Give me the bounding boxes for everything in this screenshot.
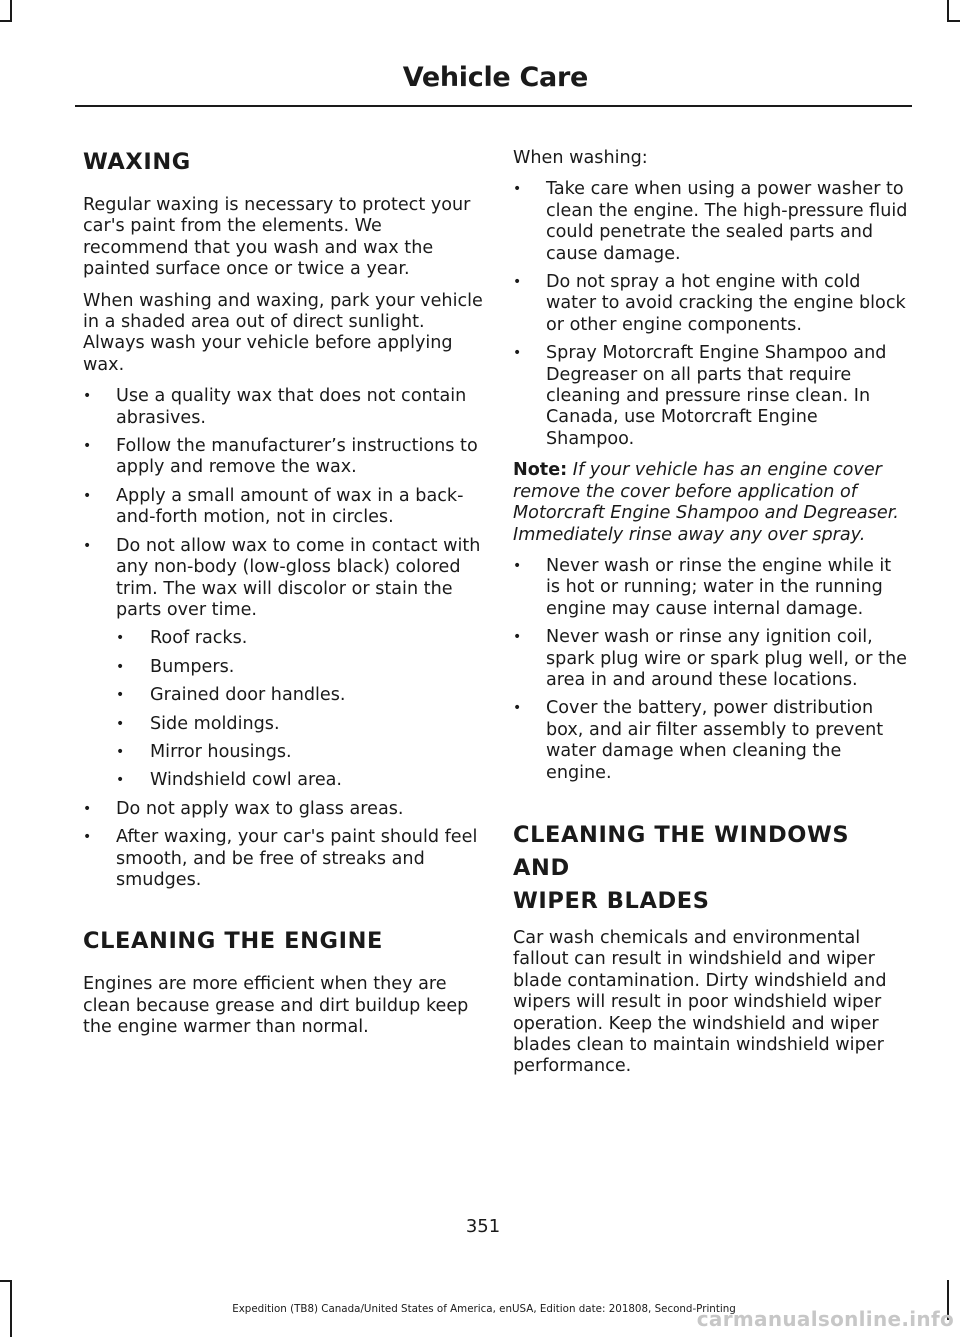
cleaning-windows-heading-line-2: WIPER BLADES: [513, 887, 710, 914]
list-item-text: Apply a small amount of wax in a back-and-forth motion, not in circles.: [116, 485, 464, 528]
edition-footer: Expedition (TB8) Canada/United States of America, enUSA, Edition date: 201808, Second-Printing: [232, 1303, 736, 1315]
cleaning-engine-heading: CLEANING THE ENGINE: [83, 928, 383, 955]
list-item-text: Do not apply wax to glass areas.: [116, 798, 404, 819]
list-item: • Never wash or rinse the engine while it is hot or running; water in the running engine may cause internal damage.: [513, 556, 909, 620]
list-item: • Do not spray a hot engine with cold water to avoid cracking the engine block or other engine components.: [513, 272, 909, 336]
list-item-text: After waxing, your car's paint should feel smooth, and be free of streaks and smudges.: [116, 827, 478, 890]
list-item: • Take care when using a power washer to clean the engine. The high-pressure fluid could penetrate the sealed parts and cause damage.: [513, 179, 909, 265]
sub-list-item: • Roof racks.: [116, 628, 483, 649]
waxing-heading: WAXING: [83, 149, 191, 175]
sub-list-item: • Grained door handles.: [116, 685, 483, 706]
left-column: [83, 147, 483, 1049]
cleaning-engine-paragraph: Engines are more efficient when they are clean because grease and dirt buildup keep the engine warmer than normal.: [83, 974, 469, 1038]
crop-mark-top-right-v: [947, 0, 949, 22]
cleaning-windows-paragraph: Car wash chemicals and environmental fallout can result in windshield and wiper blade contamination. Dirty windshield and wipers will result in poor windshield wiper operation. Keep the windshield and wiper blades clean to maintain windshield wiper performance.: [513, 927, 887, 1077]
header-divider: [75, 105, 912, 107]
list-item-text: Do not allow wax to come in contact with any non-body (low-gloss black) colored trim. The wax will discolor or stain the parts over time.: [116, 535, 481, 620]
list-item: • Never wash or rinse any ignition coil, spark plug wire or spark plug well, or the area in and around these locations.: [513, 627, 909, 691]
sub-list-item: • Mirror housings.: [116, 742, 483, 763]
sub-list-item: • Side moldings.: [116, 714, 483, 735]
list-item-text: Follow the manufacturer’s instructions to apply and remove the wax.: [116, 436, 478, 478]
note-label: Note:: [513, 460, 568, 481]
watermark: carmanualsonline.info: [696, 1307, 954, 1331]
list-item: • Cover the battery, power distribution box, and air filter assembly to prevent water damage when cleaning the engine.: [513, 698, 909, 784]
list-item: [83, 536, 483, 792]
sub-list-item: • Windshield cowl area.: [116, 770, 483, 791]
list-item: [83, 799, 483, 820]
waxing-bullet-list: [83, 386, 483, 891]
list-item: [83, 486, 483, 529]
waxing-paragraph-2: When washing and waxing, park your vehicle in a shaded area out of direct sunlight. Always wash your vehicle before applying wax.: [83, 290, 483, 375]
sub-list-item: • Bumpers.: [116, 657, 483, 678]
washing-bullet-list: [513, 179, 909, 450]
crop-mark-top-right-h: [947, 20, 960, 22]
rinse-bullet-list: [513, 556, 909, 784]
list-item: [83, 386, 483, 429]
cleaning-windows-heading-line-1: CLEANING THE WINDOWS AND: [513, 821, 850, 881]
trim-parts-sublist: [116, 628, 483, 791]
crop-mark-top-left-h: [0, 20, 12, 22]
engine-cover-note: [513, 460, 909, 546]
page-number: 351: [465, 1216, 501, 1237]
list-item-text: Use a quality wax that does not contain abrasives.: [116, 386, 467, 428]
list-item: [83, 436, 483, 479]
list-item: [83, 827, 483, 891]
crop-mark-bottom-left-h: [0, 1280, 12, 1282]
section-title: Vehicle Care: [402, 62, 588, 93]
waxing-paragraph-1: Regular waxing is necessary to protect your car's paint from the elements. We recommend that you wash and wax the painted surface once or twice a year.: [83, 195, 471, 280]
note-text: If your vehicle has an engine cover remove the cover before application of Motorcraft Engine Shampoo and Degreaser. Immediately rinse away any over spray.: [513, 460, 899, 545]
list-item: • Spray Motorcraft Engine Shampoo and Degreaser on all parts that require cleaning and pressure rinse clean. In Canada, use Motorcraft Engine Shampoo.: [513, 343, 909, 450]
crop-mark-top-left-v: [10, 0, 12, 22]
washing-intro: When washing:: [513, 148, 648, 168]
cleaning-windows-heading: [513, 819, 909, 918]
right-column: [513, 148, 909, 1088]
